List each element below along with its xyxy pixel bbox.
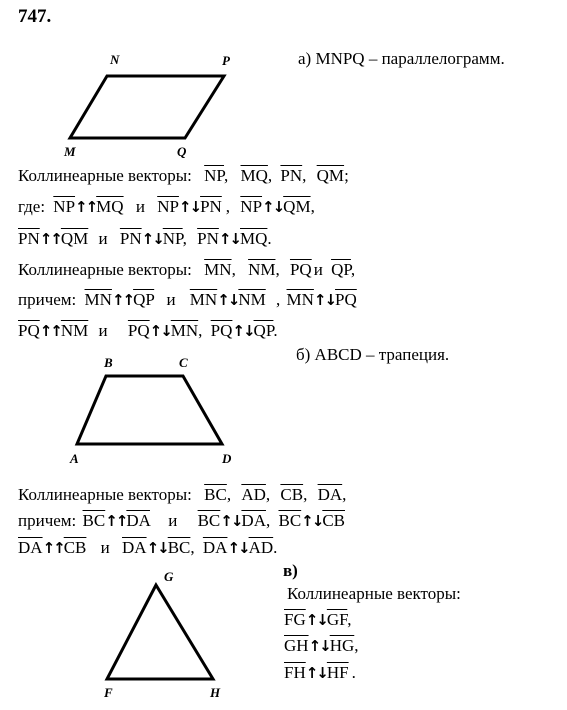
line-1: [18, 166, 349, 186]
problem-number: 747.: [18, 6, 52, 27]
semicolon: ;: [344, 166, 349, 185]
vector-mn: $\overline{MN}$: [84, 290, 112, 309]
codirected-arrows: ↑↑: [75, 198, 97, 216]
comma: ,: [302, 166, 307, 185]
vector-fg: $\overline{FG}$: [284, 610, 306, 629]
opposite-arrows: ↑↓: [178, 198, 201, 216]
part-a-title: а) MNPQ – параллелограмм.: [298, 49, 505, 68]
comma: ,: [275, 260, 280, 279]
comma: ,: [347, 610, 352, 629]
vector-np: $\overline{NP}$: [53, 197, 76, 216]
vector-da: $\overline{DA}$: [317, 485, 343, 504]
vector-hg: $\overline{HG}$: [329, 636, 355, 655]
line-6: [18, 321, 278, 341]
comma: ,: [310, 197, 315, 216]
comma: ,: [182, 229, 187, 248]
collinear-label: Коллинеарные векторы:: [18, 485, 192, 504]
comma: ,: [224, 166, 229, 185]
period: .: [267, 229, 272, 248]
comma: ,: [226, 485, 232, 504]
vertex-label-f: F: [104, 685, 113, 700]
vertex-label-q: Q: [177, 144, 187, 159]
opposite-arrows: ↑↓: [305, 611, 327, 629]
triangle-shape: [107, 585, 213, 679]
moreover-label: причем:: [18, 290, 77, 309]
period: .: [273, 538, 278, 557]
opposite-arrows: ↑↓: [301, 512, 323, 530]
vector-da: $\overline{DA}$: [126, 511, 150, 530]
vector-ad: $\overline{AD}$: [241, 485, 266, 504]
opposite-arrows: ↑↓: [232, 322, 254, 340]
vector-ad: $\overline{AD}$: [248, 538, 274, 557]
vertex-label-d: D: [222, 451, 232, 466]
vertex-label-b: B: [104, 355, 113, 370]
vector-bc: $\overline{BC}$: [278, 511, 302, 530]
vector-bc: $\overline{BC}$: [204, 485, 227, 504]
comma: ,: [303, 485, 308, 504]
vector-np: $\overline{NP}$: [157, 197, 179, 216]
comma: ,: [342, 485, 347, 504]
vector-mn: $\overline{MN}$: [286, 290, 314, 309]
opposite-arrows: ↑↓: [305, 664, 327, 682]
comma: ,: [190, 538, 195, 557]
comma: ,: [225, 197, 231, 216]
vector-pq: $\overline{PQ}$: [18, 321, 40, 340]
opposite-arrows: ↑↓: [146, 539, 168, 557]
part-b-title: б) ABCD – трапеция.: [296, 345, 450, 364]
vector-da: $\overline{DA}$: [18, 538, 43, 557]
vector-qm: $\overline{QM}$: [60, 229, 89, 248]
opposite-arrows: ↑↓: [308, 637, 330, 655]
vector-pn: $\overline{PN}$: [18, 229, 40, 248]
vector-nm: $\overline{NM}$: [248, 260, 276, 279]
vector-np: $\overline{NP}$: [204, 166, 225, 185]
vector-da: $\overline{DA}$: [122, 538, 147, 557]
vector-da: $\overline{DA}$: [241, 511, 266, 530]
vector-pn: $\overline{PN}$: [280, 166, 303, 185]
moreover-label: причем:: [18, 511, 77, 530]
vector-pn: $\overline{PN}$: [119, 229, 142, 248]
comma: ,: [265, 511, 271, 530]
vertex-label-m: M: [64, 144, 76, 159]
vector-bc: $\overline{BC}$: [82, 511, 106, 530]
period: .: [351, 663, 356, 682]
and-word: и: [313, 260, 323, 279]
vector-bc: $\overline{BC}$: [167, 538, 191, 557]
vertex-label-g: G: [164, 569, 174, 584]
vector-da: $\overline{DA}$: [202, 538, 228, 557]
vector-hf: $\overline{HF}$: [326, 663, 349, 682]
vertex-label-a: A: [70, 451, 79, 466]
opposite-arrows: ↑↓: [313, 291, 336, 309]
vector-mq: $\overline{MQ}$: [240, 166, 268, 185]
opposite-arrows: ↑↓: [149, 322, 171, 340]
vector-nm: $\overline{NM}$: [238, 290, 266, 309]
and-word: и: [135, 197, 145, 216]
vector-pq: $\overline{PQ}$: [289, 260, 312, 279]
comma: ,: [350, 260, 356, 279]
vector-np: $\overline{NP}$: [162, 229, 183, 248]
vertex-label-n: N: [110, 52, 120, 67]
collinear-label: Коллинеарные векторы:: [18, 166, 192, 185]
comma: ,: [231, 260, 236, 279]
trapezoid-shape: [77, 376, 222, 444]
line-5: [18, 290, 357, 310]
vector-pn: $\overline{PN}$: [197, 229, 219, 248]
vector-cb: $\overline{CB}$: [63, 538, 87, 557]
vector-pq: $\overline{PQ}$: [335, 290, 357, 309]
line-fg: [284, 610, 352, 630]
part-c-title: в): [283, 561, 298, 580]
opposite-arrows: ↑↓: [220, 512, 242, 530]
vector-qm: $\overline{QM}$: [316, 166, 345, 185]
vector-qp: $\overline{QP}$: [253, 321, 274, 340]
line-7: [18, 485, 346, 505]
vector-mn: $\overline{MN}$: [204, 260, 232, 279]
comma: ,: [354, 636, 359, 655]
vector-gf: $\overline{GF}$: [326, 610, 348, 629]
and-word: и: [166, 290, 176, 309]
codirected-arrows: ↑↑: [111, 291, 134, 309]
vertex-label-c: C: [179, 355, 188, 370]
vector-pn: $\overline{PN}$: [200, 197, 222, 216]
opposite-arrows: ↑↓: [141, 230, 163, 248]
vector-mq: $\overline{MQ}$: [240, 229, 268, 248]
comma: ,: [198, 321, 203, 340]
vector-mn: $\overline{MN}$: [189, 290, 218, 309]
part-c-collinear: Коллинеарные векторы:: [287, 584, 461, 603]
and-word: и: [98, 321, 108, 340]
and-word: и: [98, 229, 108, 248]
codirected-arrows: ↑↑: [105, 512, 127, 530]
line-2: [18, 197, 315, 217]
and-word: и: [100, 538, 110, 557]
vector-bc: $\overline{BC}$: [197, 511, 221, 530]
opposite-arrows: ↑↓: [262, 198, 284, 216]
parallelogram-shape: [70, 76, 224, 138]
comma: ,: [265, 485, 271, 504]
codirected-arrows: ↑↑: [39, 322, 61, 340]
codirected-arrows: ↑↑: [39, 230, 61, 248]
period: .: [273, 321, 278, 340]
vector-pq: $\overline{PQ}$: [210, 321, 233, 340]
vector-nm: $\overline{NM}$: [60, 321, 89, 340]
vertex-label-p: P: [222, 53, 230, 68]
vector-gh: $\overline{GH}$: [284, 636, 309, 655]
comma: ,: [276, 290, 281, 309]
line-9: [18, 538, 277, 558]
vector-qm: $\overline{QM}$: [283, 197, 311, 216]
opposite-arrows: ↑↓: [218, 230, 240, 248]
opposite-arrows: ↑↓: [227, 539, 249, 557]
vector-mn: $\overline{MN}$: [170, 321, 199, 340]
vector-mq: $\overline{MQ}$: [96, 197, 124, 216]
vector-pq: $\overline{PQ}$: [127, 321, 150, 340]
opposite-arrows: ↑↓: [217, 291, 239, 309]
comma: ,: [267, 166, 273, 185]
vector-cb: $\overline{CB}$: [322, 511, 345, 530]
line-fh: [284, 663, 356, 683]
vector-fh: $\overline{FH}$: [284, 663, 306, 682]
vector-qp: $\overline{QP}$: [331, 260, 351, 279]
line-4: [18, 260, 355, 280]
vector-cb: $\overline{CB}$: [280, 485, 304, 504]
where-label: где:: [18, 197, 46, 216]
line-3: [18, 229, 272, 249]
and-word: и: [168, 511, 178, 530]
vector-qp: $\overline{QP}$: [133, 290, 155, 309]
collinear-label: Коллинеарные векторы:: [18, 260, 192, 279]
codirected-arrows: ↑↑: [42, 539, 64, 557]
vertex-label-h: H: [210, 685, 221, 700]
line-8: [18, 511, 345, 531]
vector-np: $\overline{NP}$: [240, 197, 263, 216]
line-gh: [284, 636, 359, 656]
